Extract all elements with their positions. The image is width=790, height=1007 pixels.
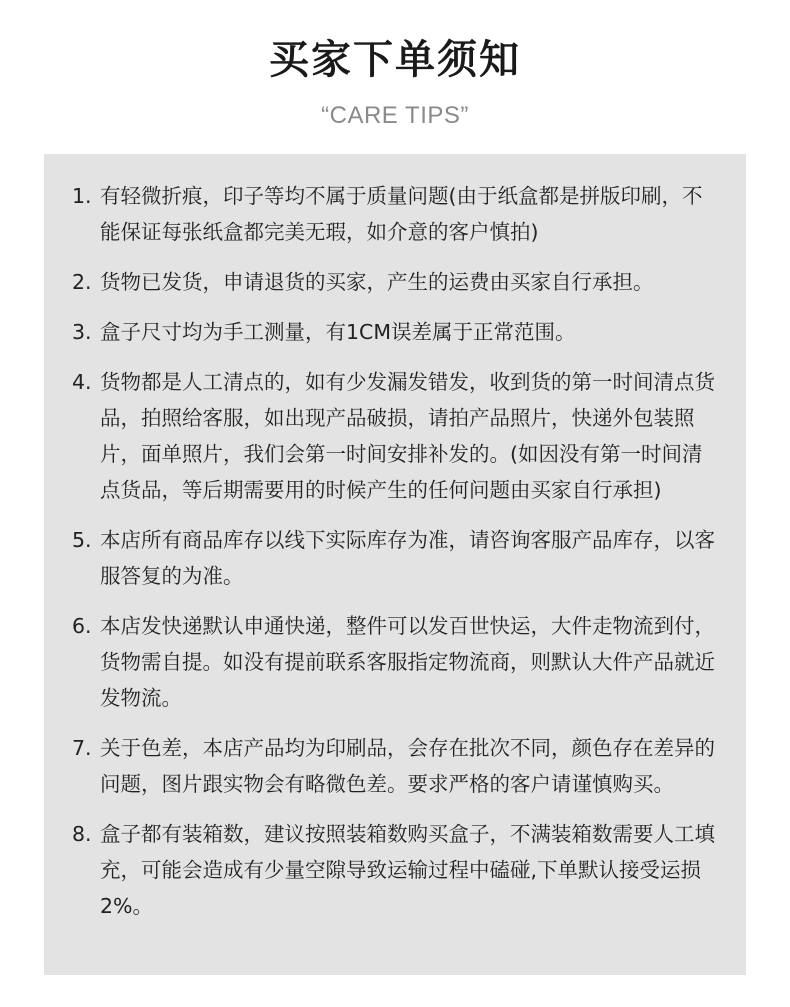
tips-panel <box>44 154 746 975</box>
tip-item-3 <box>72 314 722 350</box>
tip-text: 货物已发货，申请退货的买家，产生的运费由买家自行承担。 <box>100 270 654 294</box>
page-subtitle: “CARE TIPS” <box>321 102 469 129</box>
page-title: 买家下单须知 <box>269 37 521 83</box>
tip-text: 本店发快递默认申通快递，整件可以发百世快运，大件走物流到付，货物需自提。如没有提前联系客服指定物流商，则默认大件产品就近发物流。 <box>100 614 715 710</box>
tip-number: 1. <box>72 184 92 208</box>
tip-text: 盒子尺寸均为手工测量，有1CM误差属于正常范围。 <box>100 320 576 344</box>
tip-item-5 <box>72 522 722 594</box>
tip-text: 盒子都有装箱数，建议按照装箱数购买盒子，不满装箱数需要人工填充，可能会造成有少量空隙导致运输过程中磕碰,下单默认接受运损2%。 <box>100 822 715 918</box>
tip-number: 2. <box>72 270 92 294</box>
tip-item-1 <box>72 178 722 250</box>
tip-item-4 <box>72 364 722 508</box>
tip-number: 3. <box>72 320 92 344</box>
tip-text: 本店所有商品库存以线下实际库存为准，请咨询客服产品库存，以客服答复的为准。 <box>100 528 715 588</box>
tip-text: 关于色差，本店产品均为印刷品，会存在批次不同，颜色存在差异的问题，图片跟实物会有略微色差。要求严格的客户请谨慎购买。 <box>100 736 715 796</box>
tip-text: 有轻微折痕，印子等均不属于质量问题(由于纸盒都是拼版印刷，不能保证每张纸盒都完美无瑕，如介意的客户慎拍) <box>100 184 703 244</box>
tip-item-2 <box>72 264 722 300</box>
tips-list <box>72 178 722 924</box>
tip-item-8 <box>72 816 722 924</box>
tip-number: 7. <box>72 736 92 760</box>
tip-number: 5. <box>72 528 92 552</box>
tip-number: 4. <box>72 370 92 394</box>
tip-item-7 <box>72 730 722 802</box>
tip-item-6 <box>72 608 722 716</box>
tip-text: 货物都是人工清点的，如有少发漏发错发，收到货的第一时间清点货品，拍照给客服，如出现产品破损，请拍产品照片，快递外包装照片，面单照片，我们会第一时间安排补发的。(如因没有第一时间清点货品，等后期需要用的时候产生的任何问题由买家自行承担) <box>100 370 715 502</box>
tip-number: 6. <box>72 614 92 638</box>
tip-number: 8. <box>72 822 92 846</box>
